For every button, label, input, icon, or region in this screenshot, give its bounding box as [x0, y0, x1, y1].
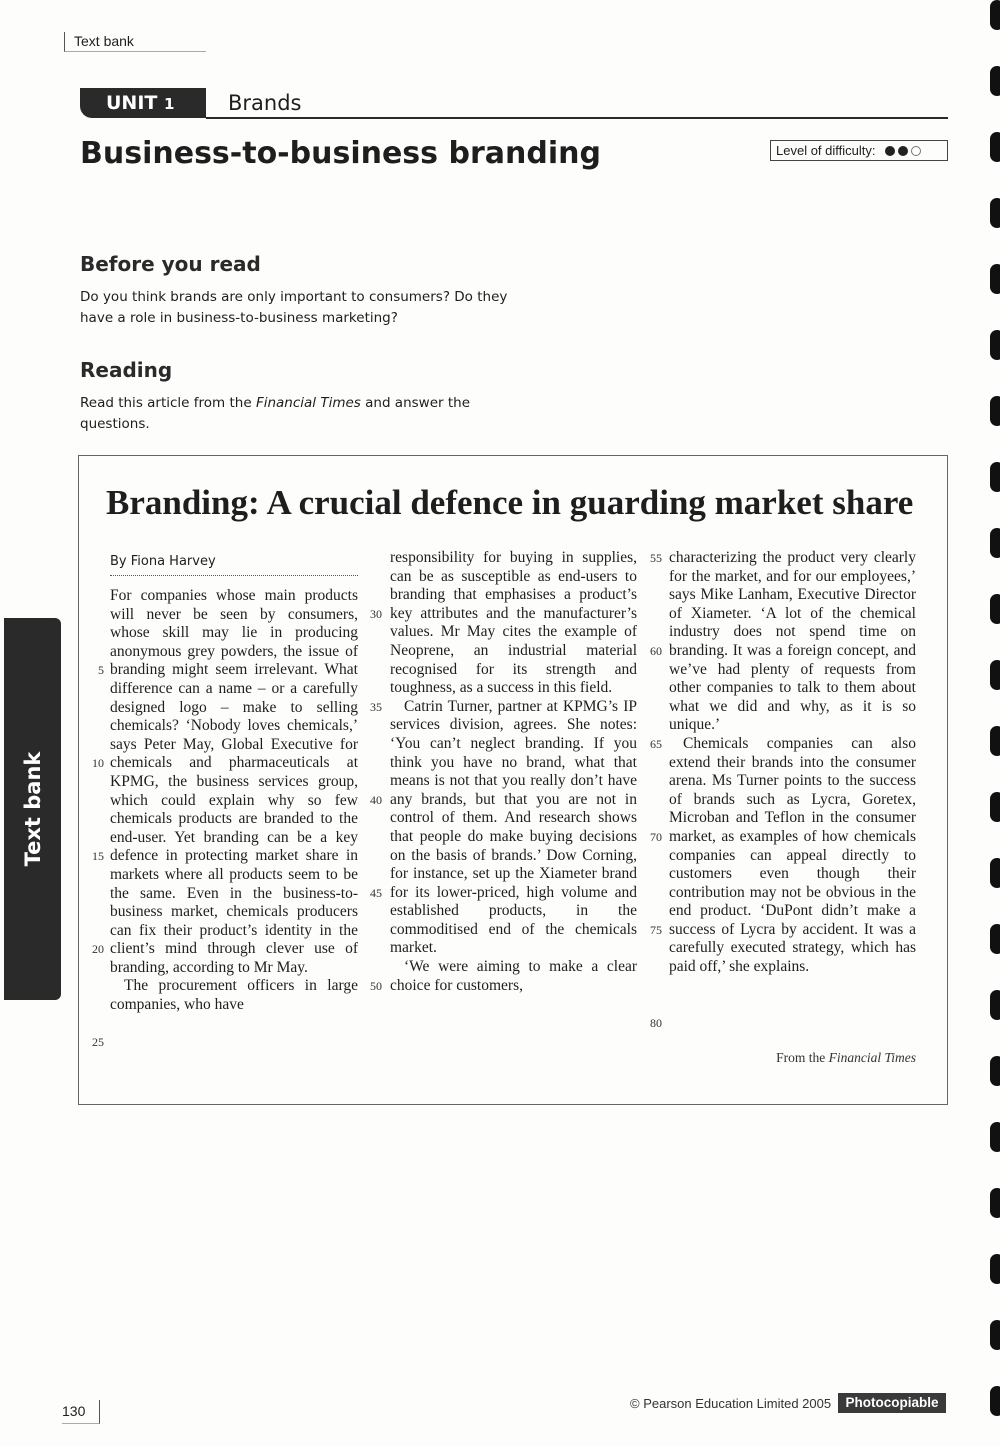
article-source — [669, 1050, 916, 1066]
difficulty-dot-filled — [898, 146, 908, 156]
header-label: Text bank — [64, 32, 206, 52]
line-number: 5 — [98, 663, 104, 677]
line-number: 45 — [370, 886, 382, 900]
binder-hole — [990, 594, 1000, 624]
reading-text-part: Read this article from the — [80, 395, 256, 411]
line-number: 15 — [92, 849, 104, 863]
line-number: 65 — [650, 737, 662, 751]
article-byline: By Fiona Harvey — [110, 552, 358, 576]
binder-hole — [990, 462, 1000, 492]
article-paragraph: responsibility for buying in supplies, can be as susceptible as end-users to branding that emphasises a product’s key attributes and the manufacturer’s values. Mr May cites the example of Neoprene, an industrial material recognised for its strength and toughness, as a success in this field. — [390, 549, 637, 697]
binder-hole — [990, 1188, 1000, 1218]
difficulty-label: Level of difficulty: — [776, 143, 876, 158]
line-number: 30 — [370, 607, 382, 621]
line-number: 25 — [92, 1035, 104, 1049]
difficulty-indicator — [770, 140, 948, 161]
binder-hole — [990, 396, 1000, 426]
line-number: 20 — [92, 942, 104, 956]
line-number: 50 — [370, 979, 382, 993]
line-number: 35 — [370, 700, 382, 714]
binder-hole — [990, 528, 1000, 558]
binder-hole — [990, 264, 1000, 294]
article-paragraph: ‘We were aiming to make a clear choice for customers, — [390, 958, 637, 994]
line-number: 70 — [650, 830, 662, 844]
difficulty-dot-empty — [911, 146, 921, 156]
binder-hole — [990, 1254, 1000, 1284]
reading-instructions — [80, 393, 480, 435]
reading-title: Reading — [80, 358, 173, 382]
line-number: 55 — [650, 551, 662, 565]
line-number: 10 — [92, 756, 104, 770]
before-you-read-title: Before you read — [80, 252, 261, 276]
binder-hole — [990, 1386, 1000, 1416]
reading-source-name: Financial Times — [255, 395, 361, 411]
article-paragraph: For companies whose main products will never be seen by consumers, whose skill may lie in producing anonymous grey powders, the issue of branding might seem irrelevant. What difference can a name – or a carefully designed logo – make to selling chemicals? ‘Nobody loves chemicals,’ says Peter May, Global Executive for chemicals and pharmaceuticals at KPMG, the business services group, which could explain why so few chemicals products are branded to the end-user. Yet branding can be a key defence in protecting market share in markets where all products seem to be the same. Even in the business-to-business market, chemicals producers can fix their product’s identity in the client’s mind through clever use of branding, according to Mr May. — [110, 587, 358, 976]
article-column-2 — [390, 549, 637, 995]
binder-hole — [990, 858, 1000, 888]
unit-topic: Brands — [228, 91, 302, 115]
binder-hole — [990, 1056, 1000, 1086]
binder-hole — [990, 1122, 1000, 1152]
line-number: 80 — [650, 1016, 662, 1030]
line-number: 40 — [370, 793, 382, 807]
article-headline: Branding: A crucial defence in guarding market share — [106, 483, 914, 522]
difficulty-dot-filled — [885, 146, 895, 156]
source-name: Financial Times — [828, 1050, 916, 1065]
line-number: 60 — [650, 644, 662, 658]
unit-badge — [80, 88, 206, 118]
difficulty-dots — [885, 142, 924, 161]
unit-number: 1 — [163, 95, 175, 113]
binder-hole — [990, 792, 1000, 822]
photocopiable-badge: Photocopiable — [838, 1393, 946, 1413]
binder-hole — [990, 132, 1000, 162]
side-tab-label: Text bank — [20, 751, 45, 867]
binder-hole — [990, 924, 1000, 954]
article-paragraph: The procurement officers in large companies, who have — [110, 977, 358, 1014]
binder-hole — [990, 726, 1000, 756]
binder-hole — [990, 330, 1000, 360]
page-title: Business-to-business branding — [80, 136, 601, 171]
binder-hole — [990, 660, 1000, 690]
side-tab — [4, 618, 61, 1000]
article-column-3 — [669, 549, 916, 977]
article-column-1 — [110, 587, 358, 1015]
copyright-notice: © Pearson Education Limited 2005 — [630, 1396, 832, 1411]
article-paragraph: characterizing the product very clearly for the market, and for our employees,’ says Mike Lanham, Executive Director of Xiameter. ‘A lot of the chemical industry does not spend time on branding. It was a foreign concept, and we’ve had plenty of requests from other companies to talk to them about what we did and why, as it is so unique.’ — [669, 549, 916, 734]
source-prefix: From the — [776, 1050, 829, 1065]
before-you-read-text: Do you think brands are only important to consumers? Do they have a role in business-to-business marketing? — [80, 289, 508, 326]
unit-label: UNIT — [106, 92, 158, 114]
page-number: 130 — [62, 1400, 100, 1424]
reading-text-part: and answer the questions. — [80, 395, 471, 432]
binder-hole — [990, 1320, 1000, 1350]
article-paragraph: Chemicals companies can also extend their brands into the consumer arena. Ms Turner points to the success of brands such as Lycra, Goretex, Microban and Teflon in the consumer market, as examples of how chemicals companies can appeal directly to customers even though their contribution may not be obvious in the end product. ‘DuPont didn’t make a success of Lycra by accident. It was a carefully executed strategy, which has paid off,’ she explains. — [669, 734, 916, 976]
line-number: 75 — [650, 923, 662, 937]
binder-hole — [990, 198, 1000, 228]
binder-hole — [990, 0, 1000, 30]
article-paragraph: Catrin Turner, partner at KPMG’s IP services division, agrees. She notes: ‘You can’t neglect branding. If you think you have no brand, what that means is not that you really don’t have any brands, but that you are not in control of them. And research shows that people do make buying decisions on the basis of brands.’ Dow Corning, for instance, set up the Xiameter brand for its lower-priced, high volume and established products, in the commoditised end of the chemicals market. — [390, 697, 637, 957]
unit-rule — [206, 117, 948, 119]
binder-hole — [990, 990, 1000, 1020]
binder-hole — [990, 66, 1000, 96]
